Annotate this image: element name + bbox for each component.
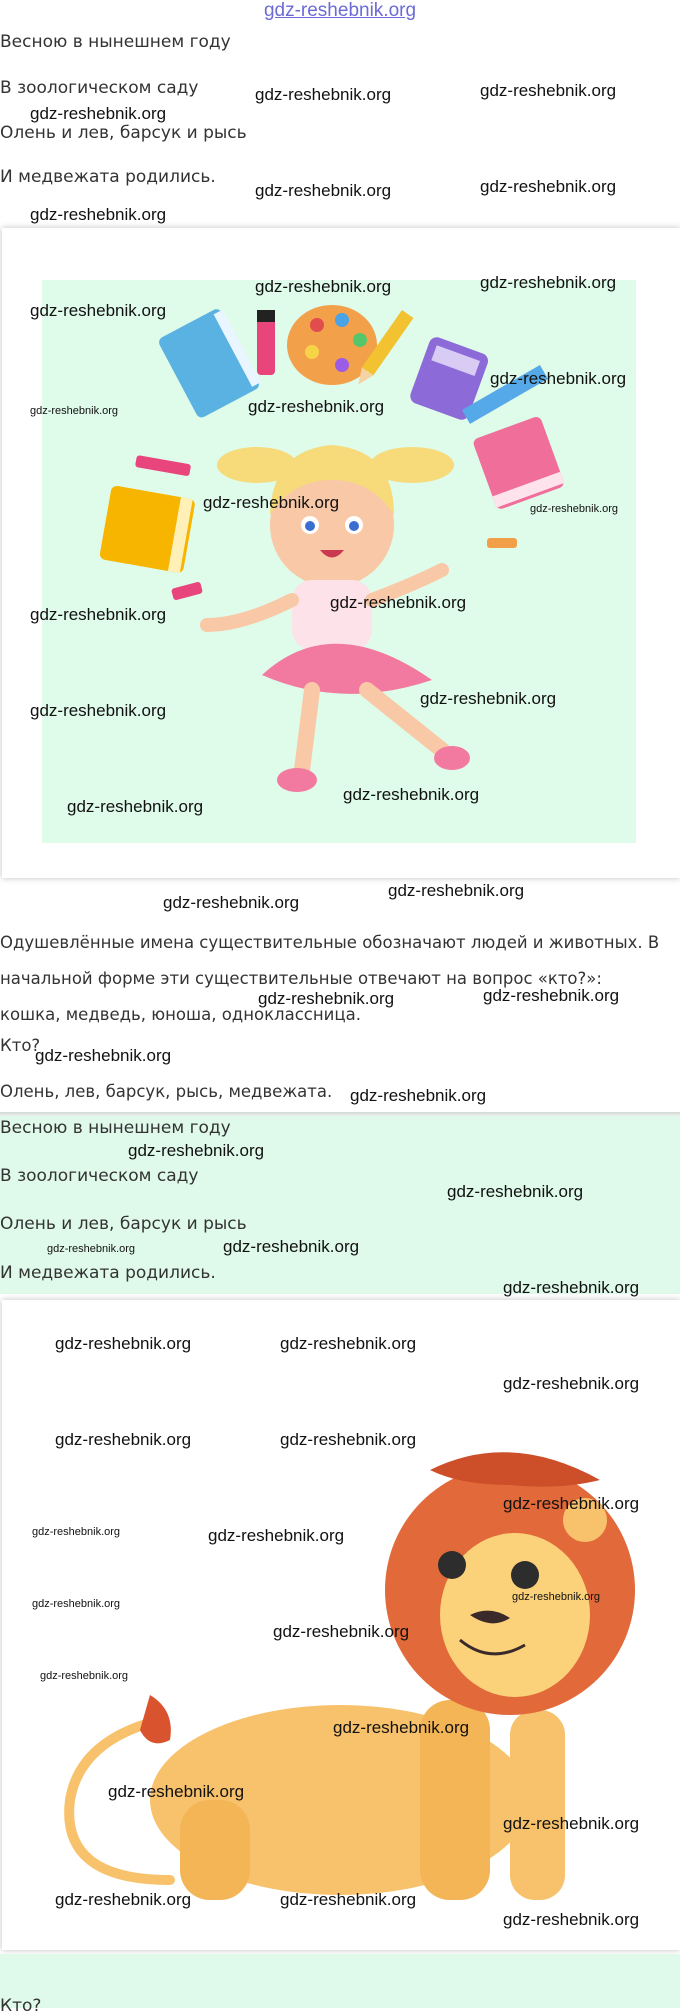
watermark: gdz-reshebnik.org [512,1591,601,1603]
girl-illustration [42,280,636,843]
watermark: gdz-reshebnik.org [248,397,385,416]
watermark: gdz-reshebnik.org [30,701,167,720]
watermark: gdz-reshebnik.org [480,81,617,100]
watermark: gdz-reshebnik.org [163,893,300,912]
watermark: gdz-reshebnik.org [30,605,167,624]
watermark: gdz-reshebnik.org [273,1622,410,1641]
watermark: gdz-reshebnik.org [203,493,340,512]
watermark: gdz-reshebnik.org [258,989,395,1008]
poem-line: Весною в нынешнем году [0,1118,231,1138]
watermark: gdz-reshebnik.org [480,177,617,196]
poem-line: Весною в нынешнем году [0,32,231,52]
site-link[interactable]: gdz-reshebnik.org [263,0,417,21]
watermark: gdz-reshebnik.org [530,503,619,515]
watermark: gdz-reshebnik.org [280,1334,417,1353]
question-label: Кто? [0,1036,41,1055]
watermark: gdz-reshebnik.org [128,1141,265,1160]
poem-line: В зоологическом саду [0,1166,199,1186]
watermark: gdz-reshebnik.org [208,1526,345,1545]
watermark: gdz-reshebnik.org [255,85,392,104]
watermark: gdz-reshebnik.org [280,1430,417,1449]
explanation-paragraph: Одушевлённые имена существительные обозначают людей и животных. В начальной форме эти существительные отвечают на вопрос «кто?»: кошка, медведь, юноша, одноклассница. [0,933,660,1024]
watermark: gdz-reshebnik.org [503,1910,640,1929]
poem-line: Олень и лев, барсук и рысь [0,1214,247,1234]
watermark: gdz-reshebnik.org [483,986,620,1005]
poem-line: Олень и лев, барсук и рысь [0,123,247,143]
watermark: gdz-reshebnik.org [503,1494,640,1513]
watermark: gdz-reshebnik.org [47,1243,136,1255]
watermark: gdz-reshebnik.org [420,689,557,708]
watermark: gdz-reshebnik.org [490,369,627,388]
watermark: gdz-reshebnik.org [55,1430,192,1449]
watermark: gdz-reshebnik.org [330,593,467,612]
watermark: gdz-reshebnik.org [503,1278,640,1297]
watermark: gdz-reshebnik.org [503,1814,640,1833]
watermark: gdz-reshebnik.org [108,1782,245,1801]
watermark: gdz-reshebnik.org [503,1374,640,1393]
poem-line: И медвежата родились. [0,167,216,187]
watermark: gdz-reshebnik.org [255,181,392,200]
watermark: gdz-reshebnik.org [40,1670,129,1682]
watermark: gdz-reshebnik.org [35,1046,172,1065]
watermark: gdz-reshebnik.org [30,205,167,224]
next-section-background [0,1954,680,2008]
watermark: gdz-reshebnik.org [30,301,167,320]
watermark: gdz-reshebnik.org [480,273,617,292]
watermark: gdz-reshebnik.org [30,405,119,417]
watermark: gdz-reshebnik.org [447,1182,584,1201]
watermark: gdz-reshebnik.org [223,1237,360,1256]
poem-line: В зоологическом саду [0,78,199,98]
watermark: gdz-reshebnik.org [343,785,480,804]
watermark: gdz-reshebnik.org [55,1890,192,1909]
girl-juggling-icon [42,280,636,843]
next-question: Кто? [0,1996,42,2016]
watermark: gdz-reshebnik.org [67,797,204,816]
watermark: gdz-reshebnik.org [32,1598,121,1610]
watermark: gdz-reshebnik.org [30,104,167,123]
watermark: gdz-reshebnik.org [55,1334,192,1353]
watermark: gdz-reshebnik.org [350,1086,487,1105]
watermark: gdz-reshebnik.org [333,1718,470,1737]
watermark: gdz-reshebnik.org [255,277,392,296]
watermark: gdz-reshebnik.org [280,1890,417,1909]
watermark: gdz-reshebnik.org [32,1526,121,1538]
watermark: gdz-reshebnik.org [388,881,525,900]
poem-line: И медвежата родились. [0,1263,216,1283]
answer-text: Олень, лев, барсук, рысь, медвежата. [0,1082,333,1101]
